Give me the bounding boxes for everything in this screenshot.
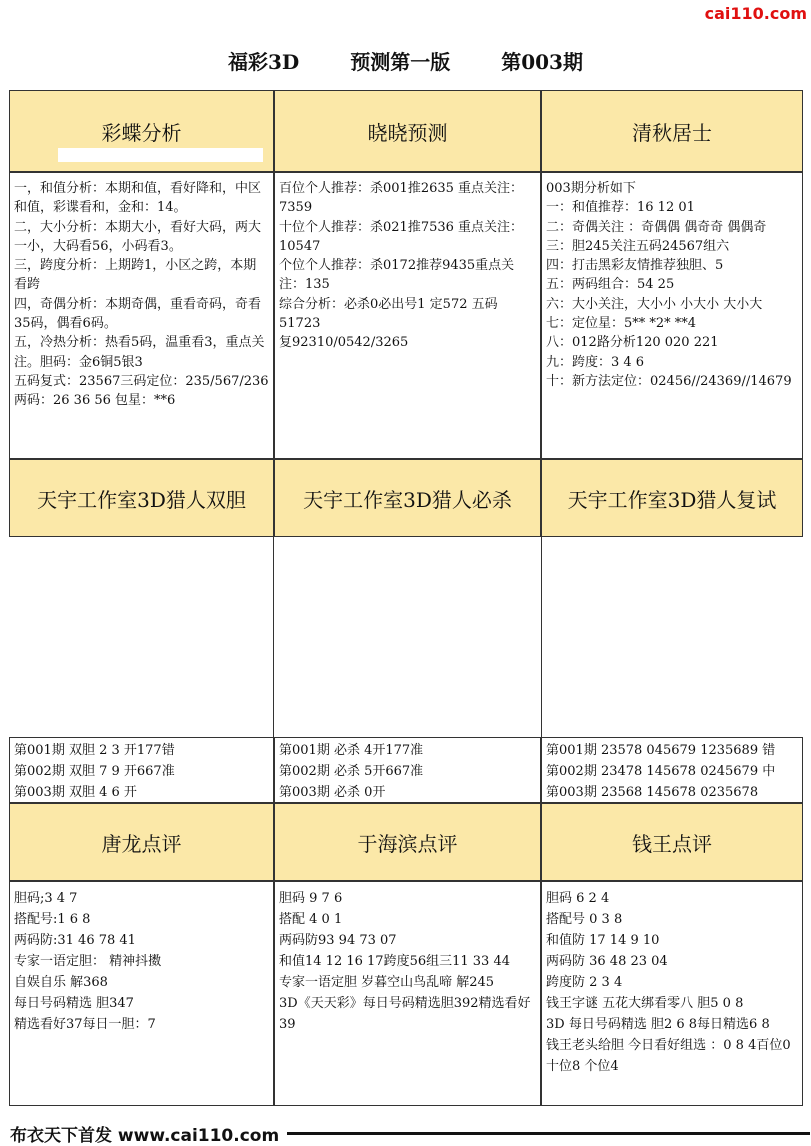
list-item: 搭配号:1 6 8	[14, 912, 91, 927]
list-item: 第002期 双胆 7 9 开667准	[14, 764, 175, 779]
list-item: 和值防 17 14 9 10	[546, 933, 660, 948]
header-yuhaibin: 于海滨点评	[274, 803, 541, 881]
header-tanglong: 唐龙点评	[9, 803, 274, 881]
title-issue: 第003期	[501, 50, 583, 74]
list-item: 五码复式：23567三码定位：235/567/236两码：26 36 56 包星：**6	[14, 373, 269, 409]
list-item: 八：012路分析120 020 221	[546, 335, 719, 351]
list-item: 第003期 必杀 0开	[279, 785, 386, 800]
list-item: 个位个人推荐：杀0172推荐9435重点关注：135	[279, 258, 515, 293]
caidie-analysis	[9, 172, 274, 459]
list-item: 六：大小关注，大小小 小大小 大小大	[546, 296, 763, 312]
list-item: 第003期 双胆 4 6 开	[14, 785, 137, 800]
xiaoxiao-prediction	[274, 172, 541, 459]
list-item: 九：跨度：3 4 6	[546, 354, 645, 370]
row2-blank-row	[9, 537, 803, 737]
list-item: 搭配号 0 3 8	[546, 912, 623, 927]
list-item: 和值14 12 16 17跨度56组三11 33 44	[279, 954, 510, 969]
list-item: 复92310/0542/3265	[279, 335, 409, 351]
list-item: 两码防:31 46 78 41	[14, 933, 136, 948]
list-item: 跨度防 2 3 4	[546, 975, 623, 990]
header-qianwang: 钱王点评	[541, 803, 803, 881]
list-item: 胆码 6 2 4	[546, 891, 610, 906]
list-item: 钱王字谜 五花大绑看零八 胆5 0 8	[546, 996, 744, 1011]
list-item: 十：新方法定位：02456//24369//14679	[546, 373, 792, 389]
list-item: 百位个人推荐：杀001推2635 重点关注：7359	[279, 181, 524, 216]
list-item: 一，和值分析：本期和值，看好降和，中区和值，彩谍看和，金和：14。	[14, 181, 262, 216]
list-item: 胆码;3 4 7	[14, 891, 78, 906]
list-item: 胆码 9 7 6	[279, 891, 343, 906]
list-item: 十位个人推荐：杀021推7536 重点关注：10547	[279, 219, 524, 254]
site-watermark: cai110.com	[704, 4, 807, 23]
tianyu-double-history	[9, 737, 274, 803]
list-item: 钱王老头给胆 今日看好组选 ：0 8 4百位0 十位8 个位4	[546, 1038, 791, 1074]
qianwang-review	[541, 881, 803, 1106]
list-item: 第003期 23568 145678 0235678	[546, 785, 759, 800]
header-xiaoxiao: 晓晓预测	[274, 90, 541, 172]
list-item: 每日号码精选 胆347	[14, 996, 134, 1011]
list-item: 五，冷热分析：热看5码，温重看3，重点关注。胆码：金6铜5银3	[14, 335, 265, 370]
list-item: 四：打击黑彩友情推荐独胆、5	[546, 258, 724, 274]
title-lottery: 福彩3D	[228, 50, 300, 74]
row2-header-row	[9, 459, 803, 537]
list-item: 一：和值推荐：16 12 01	[546, 200, 695, 216]
footer-banner	[10, 1120, 810, 1146]
list-item: 第001期 23578 045679 1235689 错	[546, 743, 776, 758]
header-tianyu-multi: 天宇工作室3D猎人复试	[541, 459, 803, 537]
page-title	[0, 46, 811, 78]
tianyu-multi-history	[541, 737, 803, 803]
list-item: 第001期 必杀 4开177准	[279, 743, 424, 758]
list-item: 3D 每日号码精选 胆2 6 8每日精选6 8	[546, 1017, 770, 1032]
list-item: 003期分析如下	[546, 181, 636, 196]
header-caidie: 彩蝶分析	[9, 90, 274, 172]
prediction-grid	[9, 90, 803, 1106]
tianyu-kill-history	[274, 737, 541, 803]
list-item: 两码防93 94 73 07	[279, 933, 397, 948]
blank-area	[9, 537, 274, 737]
erase-mark	[58, 148, 263, 162]
list-item: 综合分析：必杀0必出号1 定572 五码51723	[279, 296, 498, 332]
title-edition: 预测第一版	[350, 50, 451, 74]
yuhaibin-review	[274, 881, 541, 1106]
header-qingqiu: 清秋居士	[541, 90, 803, 172]
row2-history-row	[9, 737, 803, 803]
list-item: 自娱自乐 解368	[14, 975, 108, 990]
list-item: 三：胆245关注五码24567组六	[546, 238, 730, 254]
list-item: 3D《天天彩》每日号码精选胆392精选看好39	[279, 996, 531, 1032]
footer-rule	[287, 1132, 810, 1135]
list-item: 七：定位星：5** *2* **4	[546, 316, 697, 332]
row3-body-row	[9, 881, 803, 1106]
header-tianyu-kill: 天宇工作室3D猎人必杀	[274, 459, 541, 537]
list-item: 三，跨度分析：上期跨1，小区之跨，本期看跨	[14, 258, 257, 293]
list-item: 搭配 4 0 1	[279, 912, 343, 927]
list-item: 精选看好37每日一胆：7	[14, 1017, 156, 1032]
header-tianyu-double: 天宇工作室3D猎人双胆	[9, 459, 274, 537]
tanglong-review	[9, 881, 274, 1106]
row1-body-row	[9, 172, 803, 459]
qingqiu-analysis	[541, 172, 803, 459]
blank-area	[274, 537, 541, 737]
list-item: 第002期 23478 145678 0245679 中	[546, 764, 776, 779]
list-item: 二，大小分析：本期大小，看好大码，两大一小，大码看56，小码看3。	[14, 219, 262, 254]
list-item: 专家一语定胆： 精神抖擞	[14, 954, 162, 969]
list-item: 专家一语定胆 岁暮空山鸟乱啼 解245	[279, 975, 495, 990]
list-item: 第002期 必杀 5开667准	[279, 764, 424, 779]
list-item: 五：两码组合：54 25	[546, 277, 675, 293]
row3-header-row	[9, 803, 803, 881]
blank-area	[541, 537, 803, 737]
footer-text: 布衣天下首发 www.cai110.com	[10, 1125, 280, 1146]
list-item: 第001期 双胆 2 3 开177错	[14, 743, 175, 758]
list-item: 二：奇偶关注 ：奇偶偶 偶奇奇 偶偶奇	[546, 219, 767, 235]
list-item: 两码防 36 48 23 04	[546, 954, 668, 969]
list-item: 四，奇偶分析：本期奇偶，重看奇码，奇看35码，偶看6码。	[14, 296, 262, 332]
